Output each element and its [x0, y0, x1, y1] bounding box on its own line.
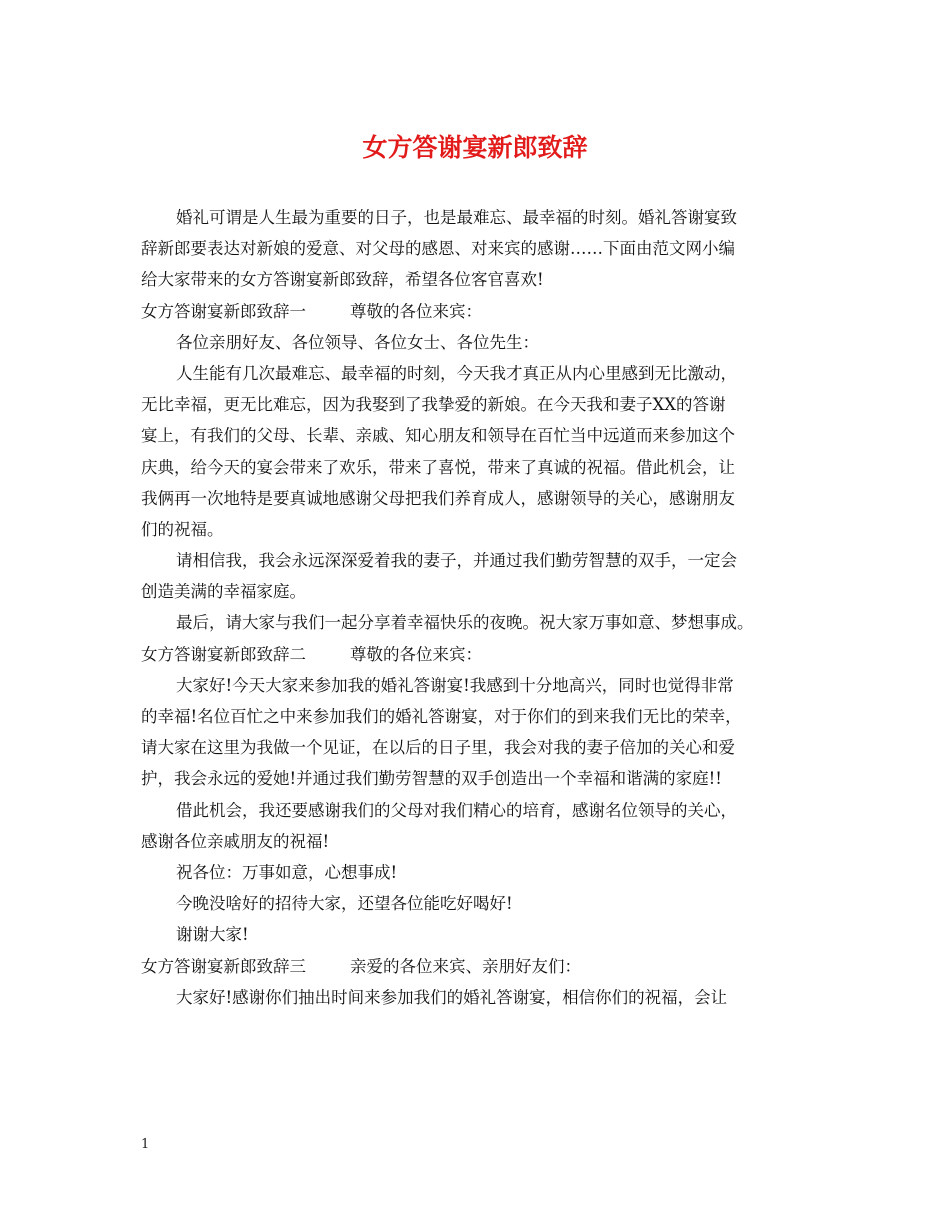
text-line — [141, 857, 823, 888]
text-line — [141, 576, 823, 607]
text-line — [141, 763, 823, 794]
line-text: 祝各位：万事如意，心想事成! — [176, 862, 398, 882]
text-line — [141, 483, 823, 514]
text-line — [141, 670, 823, 701]
text-line — [141, 826, 823, 857]
salutation-text: 亲爱的各位来宾、亲朋好友们： — [350, 956, 581, 976]
line-text: 感谢各位亲戚朋友的祝福! — [141, 831, 330, 851]
line-text: 们的祝福。 — [141, 519, 224, 539]
text-line — [141, 795, 823, 826]
line-text: 借此机会，我还要感谢我们的父母对我们精心的培育，感谢名位领导的关心， — [176, 800, 737, 820]
salutation-text: 尊敬的各位来宾： — [350, 644, 482, 664]
text-line — [141, 296, 823, 327]
line-text: 大家好!感谢你们抽出时间来参加我们的婚礼答谢宴，相信你们的祝福，会让 — [176, 987, 728, 1007]
text-line — [141, 639, 823, 670]
text-line — [141, 202, 823, 233]
salutation-text: 尊敬的各位来宾： — [350, 301, 482, 321]
text-line — [141, 888, 823, 919]
text-line — [141, 951, 823, 982]
line-text: 请大家在这里为我做一个见证，在以后的日子里，我会对我的妻子倍加的关心和爱 — [141, 738, 735, 758]
line-text: 请相信我，我会永远深深爱着我的妻子，并通过我们勤劳智慧的双手，一定会 — [176, 551, 737, 571]
text-line — [141, 358, 823, 389]
line-text: 今晚没啥好的招待大家，还望各位能吃好喝好! — [176, 894, 513, 914]
section-heading: 女方答谢宴新郎致辞二 — [141, 644, 306, 664]
line-text: 谢谢大家! — [176, 925, 249, 945]
page-number: 1 — [141, 1137, 150, 1152]
document-body — [141, 202, 823, 1013]
text-line — [141, 607, 823, 638]
line-text: 宴上，有我们的父母、长辈、亲戚、知心朋友和领导在百忙当中远道而来参加这个 — [141, 426, 735, 446]
line-text: 的幸福!名位百忙之中来参加我们的婚礼答谢宴，对于你们的到来我们无比的荣幸， — [141, 707, 742, 726]
line-text: 给大家带来的女方答谢宴新郎致辞，希望各位客官喜欢! — [141, 270, 544, 290]
text-line — [141, 514, 823, 545]
text-line — [141, 732, 823, 763]
section-heading: 女方答谢宴新郎致辞一 — [141, 301, 306, 321]
line-text: 护，我会永远的爱她!并通过我们勤劳智慧的双手创造出一个幸福和谐满的家庭!! — [141, 769, 722, 789]
text-line — [141, 264, 823, 295]
line-text: 辞新郎要表达对新娘的爱意、对父母的感恩、对来宾的感谢……下面由范文网小编 — [141, 239, 735, 259]
text-line — [141, 420, 823, 451]
line-text: 最后，请大家与我们一起分享着幸福快乐的夜晚。祝大家万事如意、梦想事成。 — [176, 613, 754, 633]
line-text: 创造美满的幸福家庭。 — [141, 582, 306, 602]
text-line — [141, 701, 823, 732]
text-line — [141, 919, 823, 950]
text-line — [141, 545, 823, 576]
line-text: 婚礼可谓是人生最为重要的日子，也是最难忘、最幸福的时刻。婚礼答谢宴致 — [176, 208, 737, 227]
line-text: 各位亲朋好友、各位领导、各位女士、各位先生： — [176, 332, 539, 352]
text-line — [141, 982, 823, 1013]
text-line — [141, 452, 823, 483]
page-title: 女方答谢宴新郎致辞 — [362, 133, 588, 162]
line-text: 无比幸福，更无比难忘，因为我娶到了我挚爱的新娘。在今天我和妻子XX的答谢 — [141, 395, 726, 415]
text-line — [141, 327, 823, 358]
section-heading: 女方答谢宴新郎致辞三 — [141, 956, 306, 976]
text-line — [141, 233, 823, 264]
line-text: 我俩再一次地特是要真诚地感谢父母把我们养育成人，感谢领导的关心，感谢朋友 — [141, 488, 735, 508]
text-line — [141, 389, 823, 420]
line-text: 人生能有几次最难忘、最幸福的时刻，今天我才真正从内心里感到无比激动， — [176, 363, 737, 383]
line-text: 大家好!今天大家来参加我的婚礼答谢宴!我感到十分地高兴，同时也觉得非常 — [176, 675, 734, 695]
line-text: 庆典，给今天的宴会带来了欢乐，带来了喜悦，带来了真诚的祝福。借此机会，让 — [141, 457, 735, 477]
